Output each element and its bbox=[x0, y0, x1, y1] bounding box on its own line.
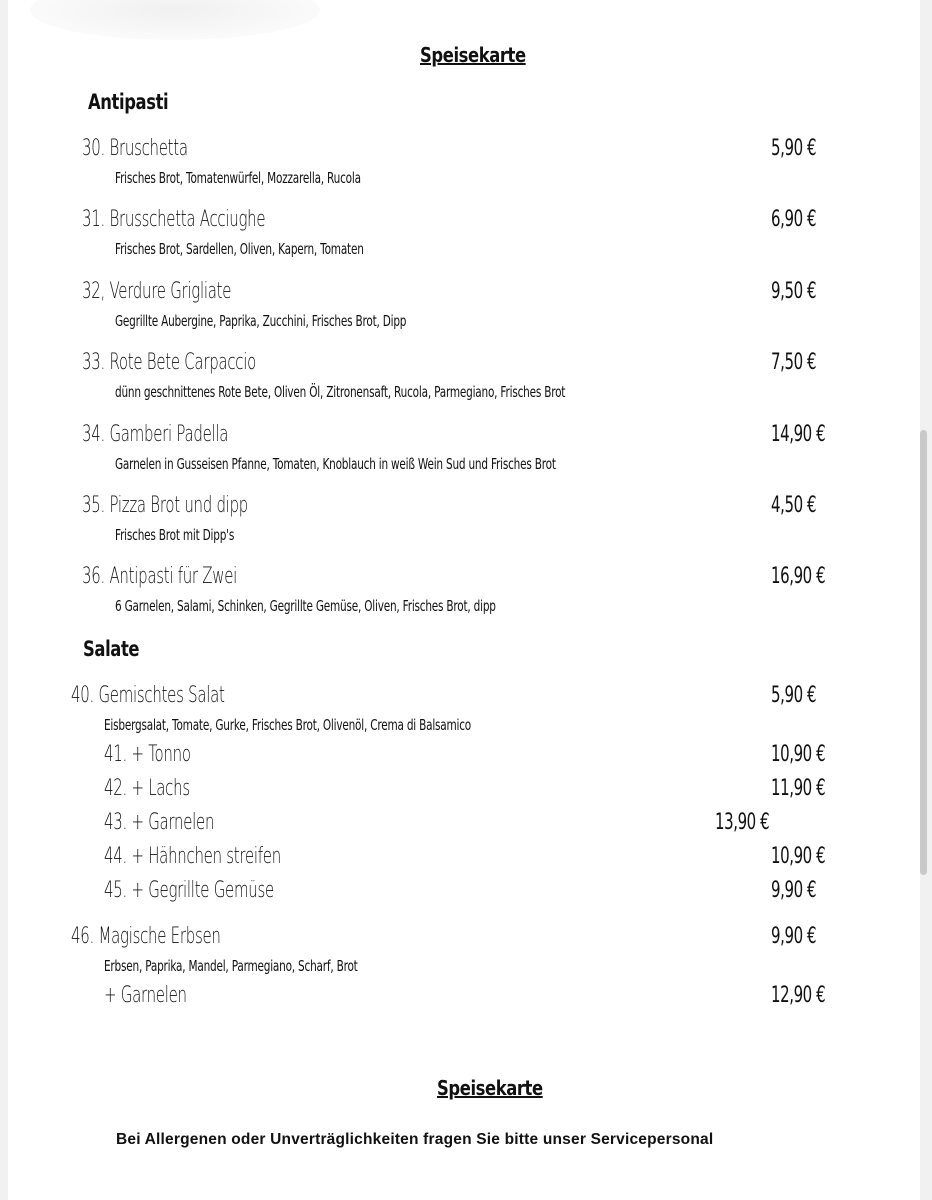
menu-item-name: 31. Brusschetta Acciughe bbox=[82, 207, 266, 232]
menu-item-name: 45. + Gegrillte Gemüse bbox=[104, 878, 274, 903]
scrollbar[interactable] bbox=[920, 430, 927, 875]
menu-item-name: 46. Magische Erbsen bbox=[71, 924, 221, 949]
menu-item-name: + Garnelen bbox=[104, 983, 187, 1008]
menu-item-price: 9,90 € bbox=[771, 878, 817, 903]
menu-item-name: 36. Antipasti für Zwei bbox=[82, 564, 238, 589]
menu-item-name: 33. Rote Bete Carpaccio bbox=[82, 350, 257, 375]
menu-item-description: Frisches Brot mit Dipp's bbox=[115, 526, 235, 544]
menu-item-description: 6 Garnelen, Salami, Schinken, Gegrillte Gemüse, Oliven, Frisches Brot, dipp bbox=[115, 597, 496, 615]
menu-item-description: Gegrillte Aubergine, Paprika, Zucchini, Frisches Brot, Dipp bbox=[115, 312, 407, 330]
menu-item-price: 5,90 € bbox=[771, 683, 817, 708]
menu-item-price: 16,90 € bbox=[771, 564, 826, 589]
allergen-note: Bei Allergenen oder Unverträglichkeiten fragen Sie bitte unser Servicepersonal bbox=[116, 1131, 714, 1148]
menu-item-price: 10,90 € bbox=[771, 844, 826, 869]
menu-item-price: 14,90 € bbox=[771, 422, 826, 447]
menu-item-price: 9,50 € bbox=[771, 279, 817, 304]
menu-item-price: 4,50 € bbox=[771, 493, 817, 518]
page-title: Speisekarte bbox=[420, 43, 526, 67]
menu-item-description: Eisbergsalat, Tomate, Gurke, Frisches Brot, Olivenöl, Crema di Balsamico bbox=[104, 716, 472, 734]
menu-item-price: 11,90 € bbox=[771, 776, 826, 801]
section-heading-salate: Salate bbox=[83, 637, 140, 661]
menu-item-name: 35. Pizza Brot und dipp bbox=[82, 493, 249, 518]
menu-item-name: 41. + Tonno bbox=[104, 742, 191, 767]
menu-item-price: 6,90 € bbox=[771, 207, 817, 232]
footer-title: Speisekarte bbox=[437, 1076, 543, 1100]
menu-item-price: 10,90 € bbox=[771, 742, 826, 767]
menu-item-name: 44. + Hähnchen streifen bbox=[104, 844, 281, 869]
menu-item-price: 12,90 € bbox=[771, 983, 826, 1008]
menu-item-description: Frisches Brot, Tomatenwürfel, Mozzarella, Rucola bbox=[115, 169, 361, 187]
menu-item-name: 40. Gemischtes Salat bbox=[71, 683, 225, 708]
menu-item-name: 42. + Lachs bbox=[104, 776, 190, 801]
menu-item-name: 43. + Garnelen bbox=[104, 810, 215, 835]
menu-item-price: 9,90 € bbox=[771, 924, 817, 949]
menu-item-price: 7,50 € bbox=[771, 350, 817, 375]
menu-item-price: 13,90 € bbox=[715, 810, 770, 835]
menu-item-description: Frisches Brot, Sardellen, Oliven, Kapern, Tomaten bbox=[115, 240, 364, 258]
menu-item-name: 30. Bruschetta bbox=[82, 136, 188, 161]
menu-item-name: 32, Verdure Grigliate bbox=[82, 279, 232, 304]
menu-item-price: 5,90 € bbox=[771, 136, 817, 161]
menu-item-description: Garnelen in Gusseisen Pfanne, Tomaten, Knoblauch in weiß Wein Sud und Frisches Brot bbox=[115, 455, 556, 473]
section-heading-antipasti: Antipasti bbox=[88, 90, 169, 114]
menu-item-description: dünn geschnittenes Rote Bete, Oliven Öl, Zitronensaft, Rucola, Parmegiano, Frisches Brot bbox=[115, 383, 566, 401]
menu-item-name: 34. Gamberi Padella bbox=[82, 422, 229, 447]
menu-item-description: Erbsen, Paprika, Mandel, Parmegiano, Scharf, Brot bbox=[104, 957, 358, 975]
